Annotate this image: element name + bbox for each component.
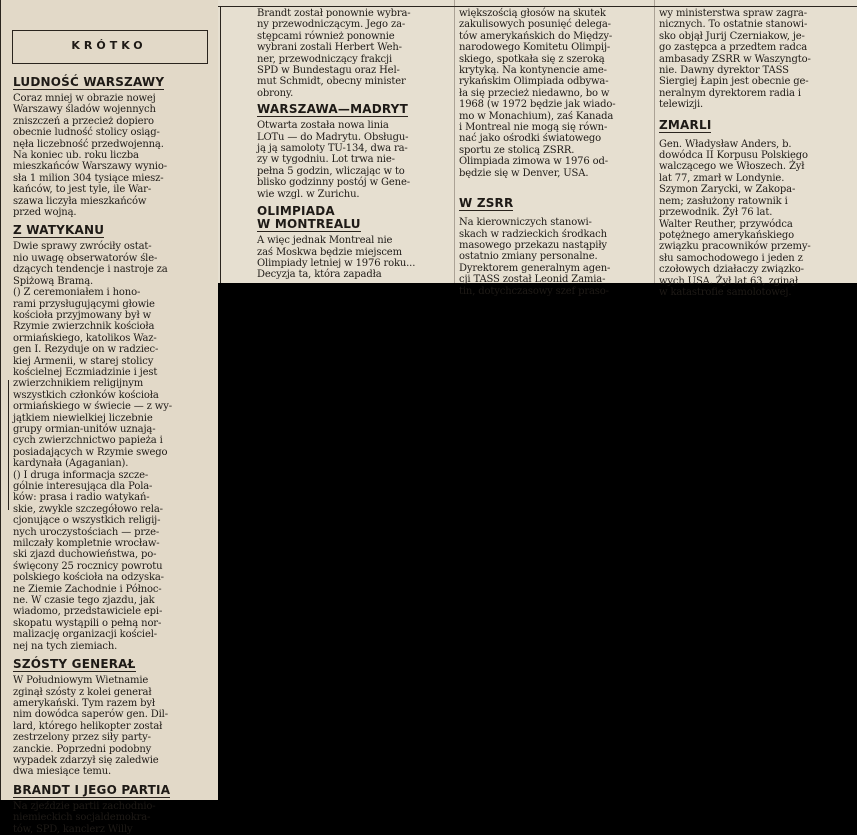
heading-madryt: WARSZAWA—MADRYT xyxy=(257,102,408,117)
column-rule-inner xyxy=(8,380,9,510)
left-column-clipping xyxy=(0,0,218,835)
top-rule xyxy=(218,6,857,7)
article-olimpiada: A więc jednak Montreal nie zaś Moskwa będzie miejscem Olimpiady letniej w 1976 roku... Decyzja ta, która zapadła xyxy=(257,235,416,281)
article-brandt: Na zjeździe partii zachodnio- niemieckich socjaldemokra- tów, SPD, kanclerz Willy xyxy=(13,800,156,835)
article-watykan: Dwie sprawy zwróciły ostat- nio uwagę obserwatorów śle- dzących tendencje i nastroje za Spiżową Bramą. () Z ceremoniałem i hono- rami przysługującymi głowie kościoła przyjmowany był w Rzymie zwierzchnik kościoła ormiańskiego, katolikos Waz- gen I. Rezyduje on w radziec- kiej Armenii, w starej stolicy kościelnej Eczmiadzinie i jest zwierzchnikiem religijnym wszystkich członków kościoła ormiańskiego w świecie — z wy- jątkiem niewielkiej liczebnie grupy ormian-unitów uznają- cych zwierzchnictwo papieża i posiadających w Rzymie swego kardynała (Agaganian). () I druga informacja szcze- gólnie interesująca dla Pola- ków: prasa i radio watykań- skie, zwykle szczegółowo rela- cjonujące o wszystkich religij- nych uroczystościach — prze- milczały kompletnie wrocław- ski zjazd duchowieństwa, po- święcony 25 rocznicy powrotu polskiego kościoła na odzyska- ne Ziemie Zachodnie i Północ- ne. W czasie tego zjazdu, jak wiadomo, przedstawiciele epi- skopatu wystąpili o pełną nor- malizację organizacji kościel- nej na tych ziemiach. xyxy=(13,241,172,652)
gutter-2 xyxy=(654,0,655,283)
article-olimpiada-cont: większością głosów na skutek zakulisowych posunięć delega- tów amerykańskich do Między- narodowego Komitetu Olimpij- skiego, spotkała się z szeroką krytyką. Na kontynencie ame- rykańskim Olimpiada odbywa- ła się przecież niedawno, bo w 1968 (w 1972 będzie jak wiado- mo w Monachium), zaś Kanada i Montreal nie mogą się równ- nać jako ośrodki światowego sportu ze stolicą ZSRR. Olimpiada zimowa w 1976 od- będzie się w Denver, USA. xyxy=(459,8,616,179)
heading-zmarli: ZMARLI xyxy=(659,117,712,132)
column-rule-left xyxy=(0,0,1,800)
outer-rule-left xyxy=(220,6,221,283)
heading-brandt: BRANDT I JEGO PARTIA xyxy=(13,782,171,797)
gutter-1 xyxy=(454,0,455,283)
article-zsrr: Na kierowniczych stanowi- skach w radzieckich środkach masowego przekazu nastąpiły ostatnio zmiany personalne. Dyrektorem generalnym agen- cji TASS został Leonid Zamia- tin, dotychczasowy szef praso- xyxy=(459,217,611,297)
heading-zsrr: W ZSRR xyxy=(459,196,514,211)
heading-olimpiada: OLIMPIADA W MONTREALU xyxy=(257,204,361,232)
article-madryt: Otwarta została nowa linia LOTu — do Madrytu. Obsługu- ją ją samoloty TU-134, dwa ra- zy w tygodniu. Lot trwa nie- pełna 5 godzin, wliczając w to blisko godzinny postój w Gene- wie wzgl. w Zurichu. xyxy=(257,120,410,200)
article-zsrr-cont: wy ministerstwa spraw zagra- nicznych. To ostatnie stanowi- sko objął Jurij Czerniakow, je- go zastępca a przedtem radca ambasady ZSRR w Waszyngto- nie. Dawny dyrektor TASS Siergiej Łapin jest obecnie ge- neralnym dyrektorem radia i telewizji. xyxy=(659,8,811,111)
article-brandt-cont: Brandt został ponownie wybra- ny przewodniczącym. Jego za- stępcami również ponownie wybrani zostali Herbert Weh- ner, przewodniczący frakcji SPD w Bundestagu oraz Hel- mut Schmidt, obecny minister obrony. xyxy=(257,8,411,99)
article-zmarli: Gen. Władysław Anders, b. dowódca II Korpusu Polskiego walczącego we Włoszech. Żył lat 77, zmarł w Londynie. Szymon Zarycki, w Zakopa- nem; zasłużony ratownik i przewodnik. Żył 76 lat. Walter Reuther, przywódca potężnego amerykańskiego związku pracowników przemy- słu samochodowego i jeden z czołowych działaczy związko- wych USA. Żył lat 63, zginął w katastrofie samolotowej. xyxy=(659,138,811,298)
article-general: W Południowym Wietnamie zginął szósty z kolei generał amerykański. Tym razem był nim dowódca saperów gen. Dil- lard, którego helikopter został zestrzelony przez siły party- zanckie. Poprzedni podobny wypadek zdarzył się zaledwie dwa miesiące temu. xyxy=(13,675,168,778)
article-ludnosc: Coraz mniej w obrazie nowej Warszawy śladów wojennych zniszczeń a przecież dopiero obecnie ludność stolicy osiąg- nęła liczebność przedwojenną. Na koniec ub. roku liczba mieszkańców Warszawy wynio- sła 1 milion 304 tysiące miesz- kańców, to jest tyle, ile War- szawa liczyła mieszkańców przed wojną. xyxy=(13,93,167,219)
heading-general: SZÓSTY GENERAŁ xyxy=(13,657,136,672)
column-2 xyxy=(254,8,450,281)
heading-watykan: Z WATYKANU xyxy=(13,223,105,238)
heading-ludnosc: LUDNOŚĆ WARSZAWY xyxy=(13,75,165,89)
column-4 xyxy=(656,8,852,298)
right-top-clipping xyxy=(218,0,857,298)
krotko-title: KRÓTKO xyxy=(71,39,147,52)
column-3 xyxy=(456,8,652,297)
column-1 xyxy=(10,72,214,835)
